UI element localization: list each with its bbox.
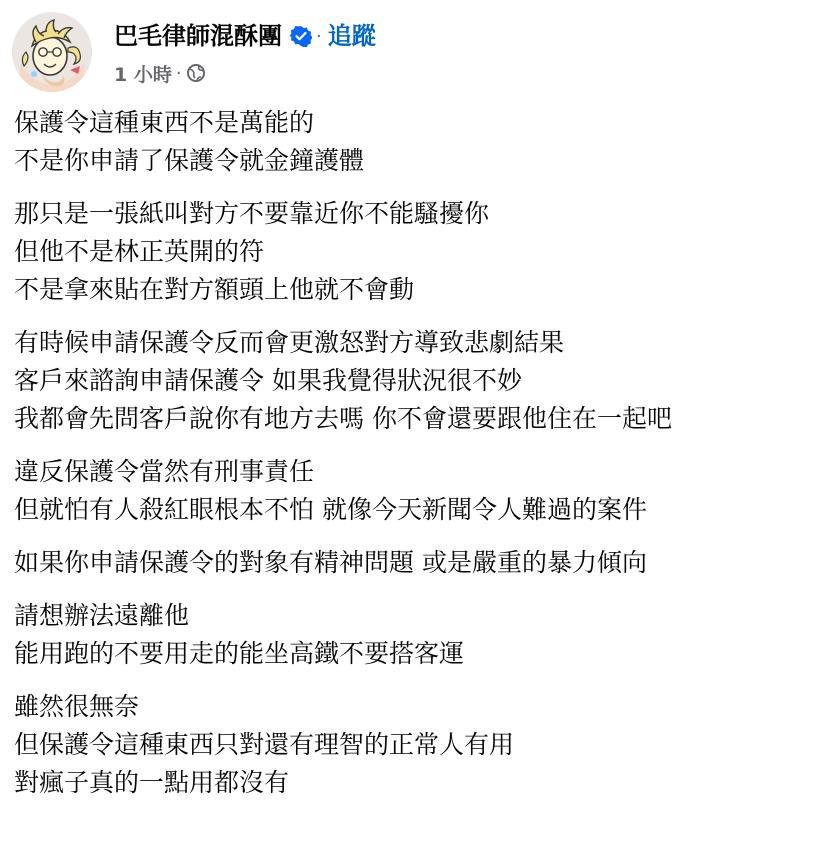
text-line: 但就怕有人殺紅眼根本不怕 就像今天新聞令人難過的案件 <box>14 495 647 524</box>
text-line: 能用跑的不要用走的能坐高鐵不要搭客運 <box>14 639 465 668</box>
text-line: 但保護令這種東西只對還有理智的正常人有用 <box>14 730 515 759</box>
paragraph <box>14 688 809 802</box>
text-line: 如果你申請保護令的對象有精神問題 或是嚴重的暴力傾向 <box>14 548 647 577</box>
text-line: 不是你申請了保護令就金鐘護體 <box>14 146 365 175</box>
text-line: 客戶來諮詢申請保護令 如果我覺得狀況很不妙 <box>14 366 522 395</box>
time-separator: · <box>175 62 182 84</box>
paragraph <box>14 324 809 438</box>
avatar[interactable] <box>12 12 92 92</box>
paragraph <box>14 104 809 180</box>
text-line: 我都會先問客戶說你有地方去嗎 你不會還要跟他住在一起吧 <box>14 404 672 433</box>
post-timestamp[interactable]: 1 小時 <box>114 63 172 86</box>
name-row <box>114 18 376 54</box>
paragraph <box>14 544 809 582</box>
follow-button[interactable]: 追蹤 <box>327 22 376 50</box>
paragraph <box>14 453 809 529</box>
page-name-link[interactable]: 巴毛律師混酥團 <box>114 22 282 50</box>
text-line: 有時候申請保護令反而會更激怒對方導致悲劇結果 <box>14 328 565 357</box>
separator-dot: · <box>316 25 322 47</box>
text-line: 不是拿來貼在對方額頭上他就不會動 <box>14 275 415 304</box>
post-header <box>12 12 802 92</box>
text-line: 雖然很無奈 <box>14 692 140 721</box>
post-body <box>14 104 809 817</box>
time-row <box>114 58 376 88</box>
post-meta <box>114 18 376 88</box>
verified-badge-icon <box>290 25 312 47</box>
text-line: 那只是一張紙叫對方不要靠近你不能騷擾你 <box>14 199 490 228</box>
avatar-illustration <box>12 12 92 92</box>
text-line: 對瘋子真的一點用都沒有 <box>14 768 290 797</box>
text-line: 保護令這種東西不是萬能的 <box>14 108 315 137</box>
text-line: 但他不是林正英開的符 <box>14 237 265 266</box>
paragraph <box>14 597 809 673</box>
text-line: 違反保護令當然有刑事責任 <box>14 457 315 486</box>
text-line: 請想辦法遠離他 <box>14 601 190 630</box>
globe-icon[interactable] <box>186 63 206 83</box>
paragraph <box>14 195 809 309</box>
